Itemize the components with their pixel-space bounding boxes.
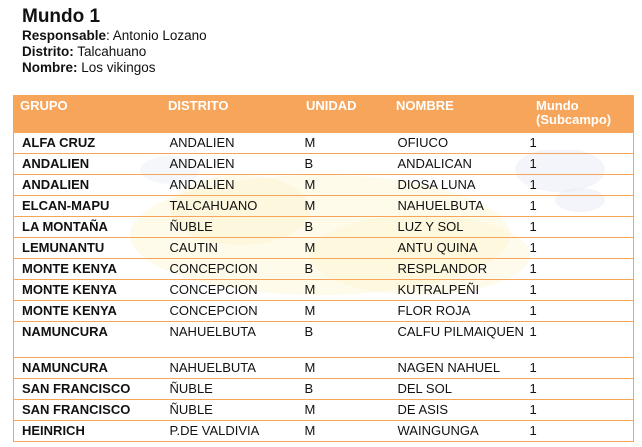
cell-grupo: SAN FRANCISCO	[14, 400, 162, 421]
cell-distrito: CONCEPCION	[162, 259, 300, 280]
cell-mundo: 1	[530, 175, 634, 196]
page-title: Mundo 1	[22, 6, 101, 27]
cell-mundo: 1	[530, 301, 634, 322]
cell-mundo: 1	[530, 358, 634, 379]
cell-mundo: 1	[530, 421, 634, 442]
cell-grupo: ELCAN-MAPU	[14, 196, 162, 217]
cell-grupo: MONTE KENYA	[14, 259, 162, 280]
table-header-row	[14, 96, 634, 133]
cell-mundo: 1	[530, 400, 634, 421]
cell-nombre: NAHUELBUTA	[390, 196, 530, 217]
cell-mundo: 1	[530, 379, 634, 400]
cell-unidad: M	[300, 175, 390, 196]
distrito-value: Talcahuano	[73, 44, 147, 59]
cell-distrito: ANDALIEN	[162, 133, 300, 154]
cell-nombre: NAGEN NAHUEL	[390, 358, 530, 379]
table-row	[14, 400, 634, 421]
cell-distrito: P.DE VALDIVIA	[162, 421, 300, 442]
responsable-label: Responsable	[22, 28, 107, 43]
table-row	[14, 301, 634, 322]
cell-unidad: M	[300, 280, 390, 301]
nombre-label: Nombre:	[22, 60, 78, 75]
cell-nombre: WAINGUNGA	[390, 421, 530, 442]
cell-unidad: M	[300, 358, 390, 379]
cell-grupo: ALFA CRUZ	[14, 133, 162, 154]
cell-grupo: HEINRICH	[14, 421, 162, 442]
cell-unidad: B	[300, 322, 390, 358]
cell-nombre: DIOSA LUNA	[390, 175, 530, 196]
groups-table	[13, 95, 634, 442]
cell-nombre: LUZ Y SOL	[390, 217, 530, 238]
table-row	[14, 322, 634, 358]
cell-unidad: B	[300, 154, 390, 175]
cell-distrito: ANDALIEN	[162, 154, 300, 175]
table-row	[14, 259, 634, 280]
nombre-line	[22, 60, 207, 76]
column-header-distrito: DISTRITO	[162, 96, 300, 133]
cell-grupo: MONTE KENYA	[14, 301, 162, 322]
table-row	[14, 358, 634, 379]
table-row	[14, 154, 634, 175]
distrito-label: Distrito:	[22, 44, 74, 59]
responsable-line	[22, 28, 207, 44]
table-row	[14, 175, 634, 196]
cell-distrito: ÑUBLE	[162, 379, 300, 400]
table-row	[14, 196, 634, 217]
cell-nombre: FLOR ROJA	[390, 301, 530, 322]
cell-grupo: ANDALIEN	[14, 154, 162, 175]
cell-mundo: 1	[530, 133, 634, 154]
cell-grupo: LEMUNANTU	[14, 238, 162, 259]
cell-unidad: M	[300, 238, 390, 259]
cell-grupo: MONTE KENYA	[14, 280, 162, 301]
cell-unidad: B	[300, 259, 390, 280]
cell-grupo: LA MONTAÑA	[14, 217, 162, 238]
cell-unidad: M	[300, 421, 390, 442]
nombre-value: Los vikingos	[77, 60, 156, 75]
cell-unidad: M	[300, 196, 390, 217]
cell-distrito: NAHUELBUTA	[162, 358, 300, 379]
cell-unidad: M	[300, 400, 390, 421]
cell-nombre: KUTRALPEÑI	[390, 280, 530, 301]
distrito-line	[22, 44, 207, 60]
cell-mundo: 1	[530, 259, 634, 280]
cell-grupo: NAMUNCURA	[14, 358, 162, 379]
cell-distrito: NAHUELBUTA	[162, 322, 300, 358]
cell-distrito: ÑUBLE	[162, 217, 300, 238]
cell-grupo: SAN FRANCISCO	[14, 379, 162, 400]
cell-unidad: M	[300, 301, 390, 322]
groups-table-wrapper	[13, 95, 633, 442]
responsable-value: : Antonio Lozano	[106, 28, 207, 43]
cell-mundo: 1	[530, 322, 634, 358]
column-header-mundo: Mundo (Subcampo)	[530, 96, 634, 133]
cell-mundo: 1	[530, 196, 634, 217]
cell-mundo: 1	[530, 217, 634, 238]
cell-distrito: CAUTIN	[162, 238, 300, 259]
table-row	[14, 280, 634, 301]
cell-nombre: DEL SOL	[390, 379, 530, 400]
cell-nombre: ANDALICAN	[390, 154, 530, 175]
cell-distrito: CONCEPCION	[162, 280, 300, 301]
table-row	[14, 238, 634, 259]
column-header-grupo: GRUPO	[14, 96, 162, 133]
cell-mundo: 1	[530, 238, 634, 259]
cell-nombre: OFIUCO	[390, 133, 530, 154]
cell-grupo: NAMUNCURA	[14, 322, 162, 358]
document-header	[22, 6, 207, 76]
cell-nombre: ANTU QUINA	[390, 238, 530, 259]
cell-mundo: 1	[530, 280, 634, 301]
column-header-nombre: NOMBRE	[390, 96, 530, 133]
table-row	[14, 421, 634, 442]
cell-nombre: CALFU PILMAIQUEN	[390, 322, 530, 358]
cell-distrito: ÑUBLE	[162, 400, 300, 421]
cell-distrito: CONCEPCION	[162, 301, 300, 322]
cell-unidad: M	[300, 133, 390, 154]
cell-distrito: ANDALIEN	[162, 175, 300, 196]
cell-unidad: B	[300, 379, 390, 400]
cell-grupo: ANDALIEN	[14, 175, 162, 196]
cell-mundo: 1	[530, 154, 634, 175]
cell-unidad: B	[300, 217, 390, 238]
table-row	[14, 133, 634, 154]
cell-nombre: DE ASIS	[390, 400, 530, 421]
column-header-unidad: UNIDAD	[300, 96, 390, 133]
cell-nombre: RESPLANDOR	[390, 259, 530, 280]
cell-distrito: TALCAHUANO	[162, 196, 300, 217]
table-row	[14, 217, 634, 238]
table-row	[14, 379, 634, 400]
